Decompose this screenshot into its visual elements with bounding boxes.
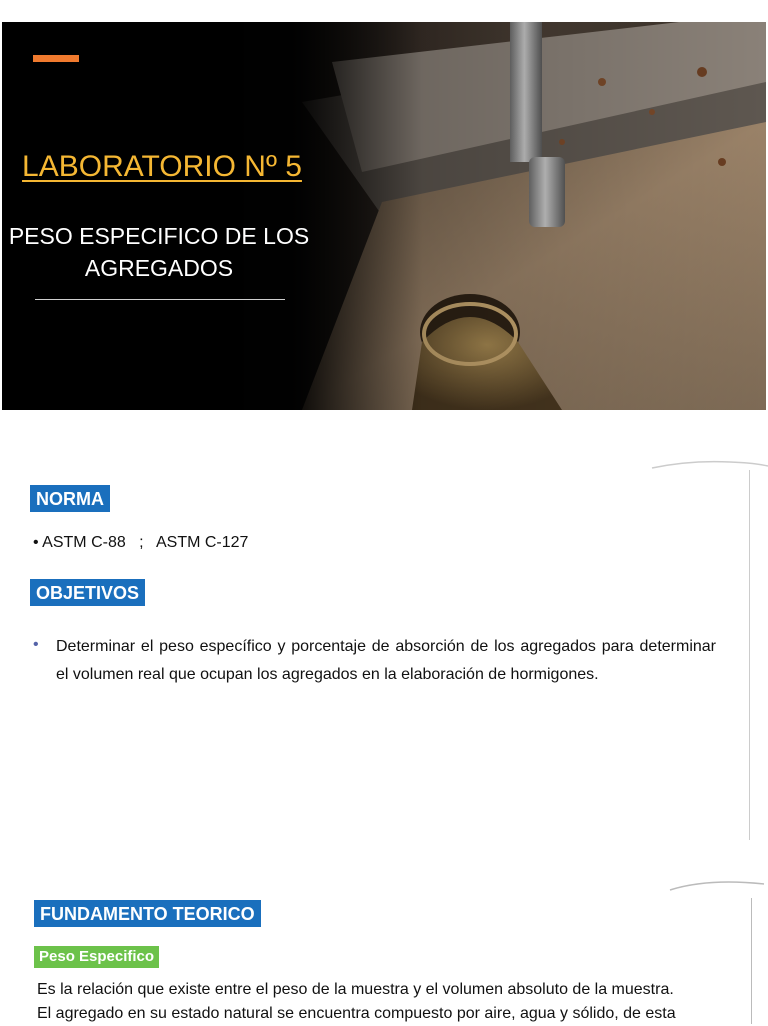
slide-subtitle — [2, 220, 316, 284]
lab-equipment-photo — [2, 22, 766, 410]
subtitle-line-1: PESO ESPECIFICO DE LOS — [8, 223, 310, 249]
subtitle-line-2: AGREGADOS — [84, 255, 234, 281]
title-divider — [35, 299, 285, 300]
peso-especifico-heading: Peso Especifico — [34, 946, 159, 968]
bullet-dot: • — [33, 534, 43, 551]
body-line-2: El agregado en su estado natural se encuentra compuesto por aire, agua y sólido, de esta — [37, 1005, 676, 1022]
norma-item-text: ASTM C-88 ; ASTM C-127 — [42, 534, 249, 551]
objetivos-heading: OBJETIVOS — [30, 579, 145, 606]
slide-title: LABORATORIO Nº 5 — [22, 150, 302, 183]
norma-list-item — [33, 534, 248, 552]
fundamento-heading: FUNDAMENTO TEORICO — [34, 900, 261, 927]
page-curl-decoration — [650, 456, 768, 482]
body-line-1: Es la relación que existe entre el peso de la muestra y el volumen absoluto de la muestra. — [37, 981, 674, 998]
objetivo-bullet-dot: • — [33, 636, 39, 653]
title-slide — [2, 22, 766, 410]
objetivo-text: Determinar el peso específico y porcentaje de absorción de los agregados para determinar el volumen real que ocupan los agregados en la elaboración de hormigones. — [56, 638, 716, 683]
slide-edge — [749, 470, 750, 840]
norma-heading: NORMA — [30, 485, 110, 512]
page-curl-decoration-2 — [668, 876, 768, 910]
fundamento-body — [37, 978, 757, 1026]
accent-bar — [33, 55, 79, 62]
